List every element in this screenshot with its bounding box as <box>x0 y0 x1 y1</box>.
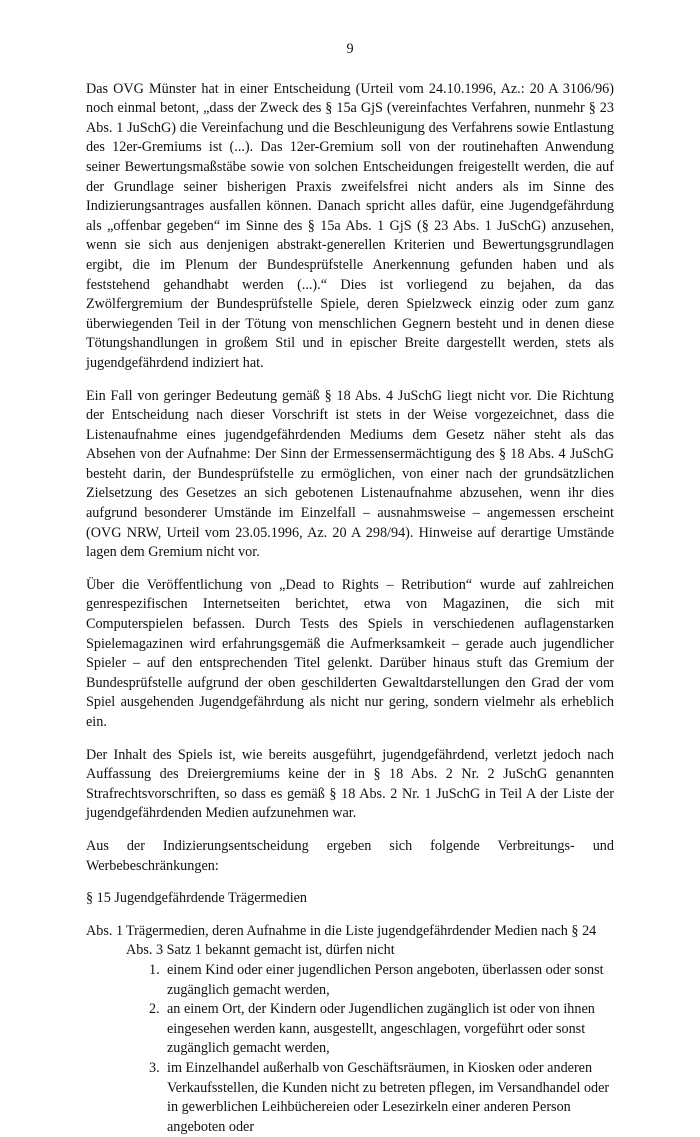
absatz-item-list <box>126 961 614 1137</box>
list-item <box>149 1059 614 1137</box>
law-section-heading: § 15 Jugendgefährdende Trägermedien <box>86 890 308 907</box>
list-item-number: 2. <box>149 1001 160 1018</box>
paragraph-geringe-bedeutung: Ein Fall von geringer Bedeutung gemäß § 18 Abs. 4 JuSchG liegt nicht vor. Die Richtung der Entscheidung nach dieser Vorschrift ist stets in der Weise vorgezeichnet, dass die Listenaufnahme eines jugendgefährdenden Mediums dem Gesetz näher steht als das Absehen von der Aufnahme: Der Sinn der Ermessensermächtigung des § 18 Abs. 4 JuSchG besteht darin, der Bundesprüfstelle zu ermöglichen, von einer nach der grundsätzlichen Zielsetzung des Gesetzes an sich gebotenen Listenaufnahme abzusehen, wenn ihr dies aufgrund besonderer Umstände im Einzelfall – ausnahmsweise – angemessen erscheint (OVG NRW, Urteil vom 23.05.1996, Az. 20 A 298/94). Hinweise auf derartige Umstände lagen dem Gremium nicht vor. <box>86 387 614 561</box>
list-item-text: einem Kind oder einer jugendlichen Person angeboten, überlassen oder sonst zugänglich gemacht werden, <box>167 961 604 998</box>
paragraph-veroeffentlichung: Über die Veröffentlichung von „Dead to Rights – Retribution“ wurde auf zahlreichen genrespezifischen Internetseiten berichtet, etwa von Magazinen, die sich mit Computerspielen befassen. Durch Tests des Spiels in verschiedenen auflagenstarken Spielemagazinen wird erfahrungsgemäß die Aufmerksamkeit – gerade auch jugendlicher Spieler – auf den entsprechenden Titel gelenkt. Darüber hinaus stuft das Gremium der Bundesprüfstelle aufgrund der oben geschilderten Gewaltdarstellungen den Grad der vom Spiel ausgehenden Jugendgefährdung als nicht nur gering, sondern vielmehr als erheblich ein. <box>86 576 614 730</box>
list-item-number: 3. <box>149 1059 160 1076</box>
absatz-intro: Trägermedien, deren Aufnahme in die Liste jugendgefährdender Medien nach § 24 Abs. 3 Satz 1 bekannt gemacht ist, dürfen nicht <box>126 922 597 959</box>
list-item <box>149 961 614 1000</box>
list-item <box>149 1000 614 1059</box>
page-number: 9 <box>346 41 354 57</box>
absatz-label: Abs. 1 <box>86 922 124 939</box>
list-item-text: im Einzelhandel außerhalb von Geschäftsräumen, in Kiosken oder anderen Verkaufsstellen, die Kunden nicht zu betreten pflegen, im Versandhandel oder in gewerblichen Leihbüchereien oder Lesezirkeln einer anderen Person angeboten oder <box>167 1059 610 1135</box>
law-absatz-1 <box>86 922 614 1137</box>
paragraph-inhalt-spiel: Der Inhalt des Spiels ist, wie bereits ausgeführt, jugendgefährdend, verletzt jedoch nach Auffassung des Dreiergremiums keine der in § 18 Abs. 2 Nr. 2 JuSchG genannten Strafrechtsvorschriften, so dass es gemäß § 18 Abs. 2 Nr. 1 JuSchG in Teil A der Liste der jugendgefährdenden Medien aufzunehmen war. <box>86 746 614 822</box>
list-item-number: 1. <box>149 961 160 978</box>
paragraph-ovg-muenster: Das OVG Münster hat in einer Entscheidung (Urteil vom 24.10.1996, Az.: 20 A 3106/96) noch einmal betont, „dass der Zweck des § 15a GjS (vereinfachtes Verfahren, nunmehr § 23 Abs. 1 JuSchG) die Vereinfachung und die Beschleunigung des Verfahrens sowie Entlastung des 12er-Gremiums ist (...). Das 12er-Gremium soll von der routinehaften Anwendung seiner Bewertungsmaßstäbe sowie von solchen Entscheidungen freigestellt werden, die auf der Grundlage seiner bisherigen Praxis zweifelsfrei nicht anders als im Sinne des Indizierungsantrages ausfallen können. Danach spricht alles dafür, eine Jugendgefährdung als „offenbar gegeben“ im Sinne des § 15a Abs. 1 GjS (§ 23 Abs. 1 JuSchG) anzusehen, wenn sie sich aus denjenigen abstrakt-generellen Kriterien und Bewertungsgrundlagen ergibt, die im Plenum der Bundesprüfstelle Anerkennung gefunden haben und als feststehend gehandhabt werden (...).“ Dies ist vorliegend zu bejahen, da das Zwölfergremium der Bundesprüfstelle Spiele, deren Spielzweck einzig oder zum ganz überwiegenden Teil in der Tötung von menschlichen Gegnern besteht und in denen diese Tötungshandlungen in großem Stil und in epischer Breite dargestellt werden, stets als jugendgefährdend indiziert hat. <box>86 80 614 371</box>
paragraph-beschraenkungen: Aus der Indizierungsentscheidung ergeben sich folgende Verbreitungs- und Werbebeschränkungen: <box>86 837 614 874</box>
list-item-text: an einem Ort, der Kindern oder Jugendlichen zugänglich ist oder von ihnen eingesehen werden kann, ausgestellt, angeschlagen, vorgeführt oder sonst zugänglich gemacht werden, <box>167 1001 595 1057</box>
